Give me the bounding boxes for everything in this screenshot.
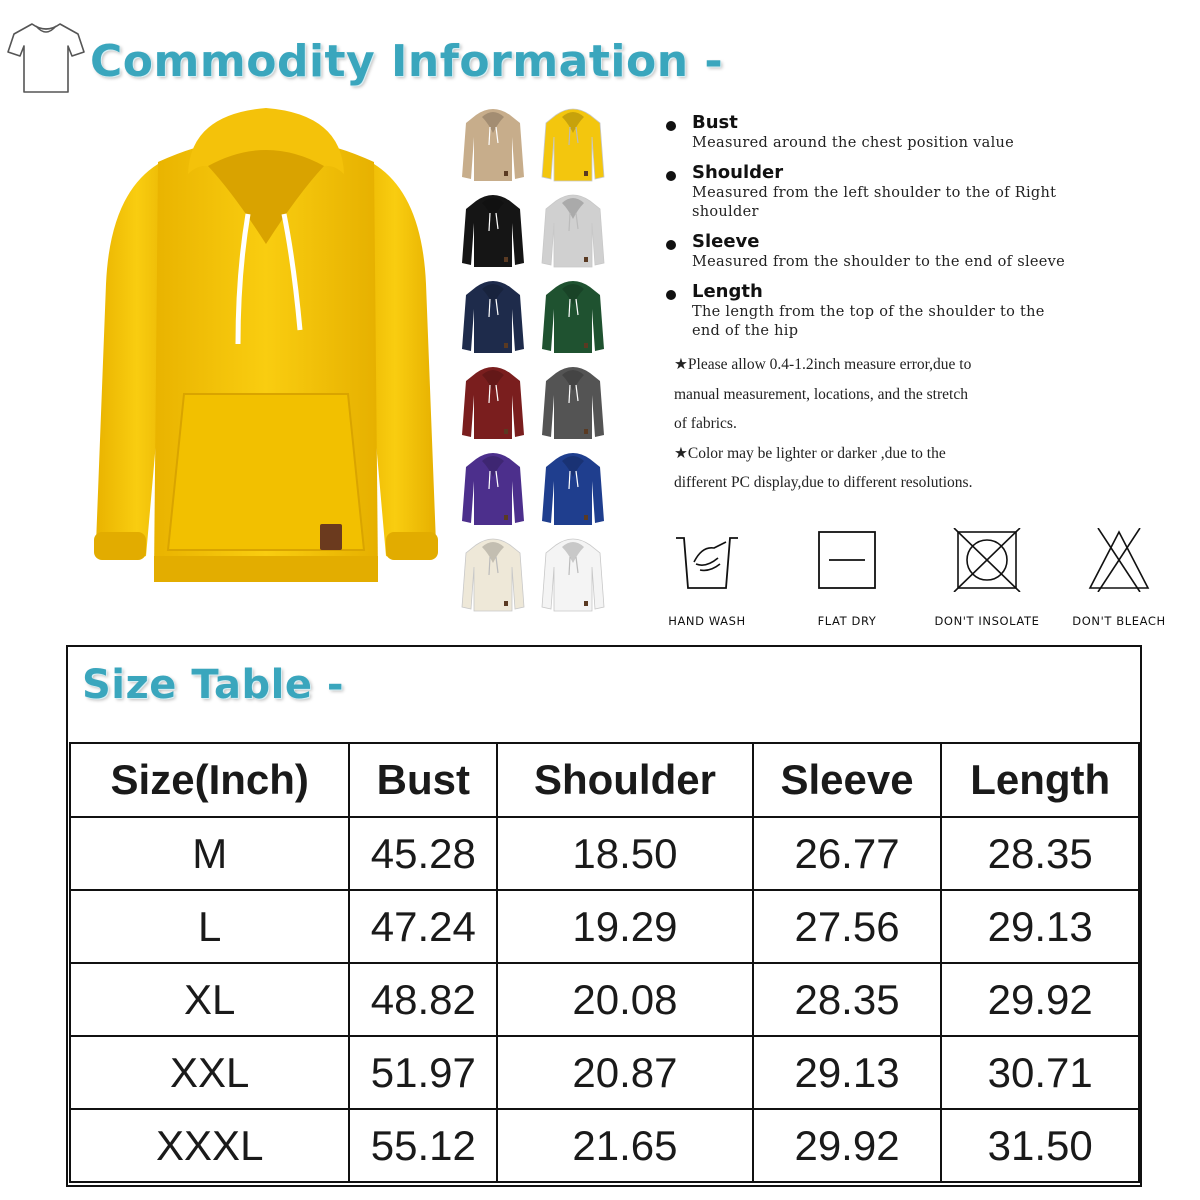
swatch-wine[interactable] [455, 358, 531, 444]
care-label: HAND WASH [668, 614, 746, 628]
swatch-light-gray[interactable] [535, 186, 611, 272]
note-line: manual measurement, locations, and the stretch [674, 385, 968, 403]
care-label: DON'T INSOLATE [934, 614, 1040, 628]
table-row [70, 890, 1139, 963]
swatch-green[interactable] [535, 272, 611, 358]
measurement-shoulder [664, 162, 1084, 222]
cell-sleeve: 29.13 [753, 1036, 942, 1109]
cell-size: XL [70, 963, 349, 1036]
note-line: of fabrics. [674, 415, 737, 432]
cell-bust: 45.28 [349, 817, 497, 890]
cell-shoulder: 18.50 [497, 817, 753, 890]
cell-shoulder: 20.08 [497, 963, 753, 1036]
measurement-length [664, 281, 1084, 341]
page-title: Commodity Information - [90, 36, 724, 87]
swatch-navy[interactable] [455, 272, 531, 358]
bullet-icon [666, 121, 676, 131]
bullet-icon [666, 171, 676, 181]
measurement-bust [664, 112, 1084, 153]
care-hand-wash [642, 528, 772, 628]
hoodie-thumbnail-icon [540, 189, 606, 269]
dont-bleach-icon [1084, 528, 1154, 592]
note-line: ★Color may be lighter or darker ,due to the [674, 444, 946, 462]
bullet-icon [666, 240, 676, 250]
swatch-beige[interactable] [455, 530, 531, 616]
color-swatch-grid [455, 100, 615, 620]
table-row [70, 963, 1139, 1036]
header-length: Length [941, 743, 1139, 817]
tshirt-icon [6, 18, 86, 96]
cell-size: M [70, 817, 349, 890]
care-flat-dry [782, 528, 912, 628]
measurement-sleeve [664, 231, 1084, 272]
swatch-dark-gray[interactable] [535, 358, 611, 444]
cell-bust: 47.24 [349, 890, 497, 963]
measurement-desc: Measured from the left shoulder to the of Right shoulder [692, 185, 1057, 220]
cell-size: XXL [70, 1036, 349, 1109]
size-table-title: Size Table - [82, 662, 344, 708]
measurement-title: Bust [692, 112, 738, 133]
size-table-header-row [70, 743, 1139, 817]
care-label: FLAT DRY [817, 614, 877, 628]
hand-wash-icon [672, 528, 742, 592]
cell-sleeve: 26.77 [753, 817, 942, 890]
header-size: Size(Inch) [70, 743, 349, 817]
cell-length: 29.13 [941, 890, 1139, 963]
measurement-desc: The length from the top of the shoulder to the end of the hip [692, 304, 1045, 339]
cell-bust: 55.12 [349, 1109, 497, 1182]
measurement-title: Sleeve [692, 231, 760, 252]
hoodie-thumbnail-icon [540, 103, 606, 183]
hoodie-thumbnail-icon [460, 189, 526, 269]
swatch-purple[interactable] [455, 444, 531, 530]
cell-sleeve: 29.92 [753, 1109, 942, 1182]
cell-size: L [70, 890, 349, 963]
care-dont-bleach [1054, 528, 1184, 628]
cell-bust: 51.97 [349, 1036, 497, 1109]
care-label: DON'T BLEACH [1072, 614, 1166, 628]
hero-hoodie-image [88, 104, 444, 600]
cell-length: 28.35 [941, 817, 1139, 890]
care-dont-insolate [922, 528, 1052, 628]
measurement-desc: Measured from the shoulder to the end of sleeve [692, 254, 1066, 270]
cell-shoulder: 20.87 [497, 1036, 753, 1109]
note-line: different PC display,due to different resolutions. [674, 474, 973, 491]
swatch-khaki[interactable] [455, 100, 531, 186]
table-row [70, 817, 1139, 890]
hoodie-thumbnail-icon [460, 275, 526, 355]
cell-shoulder: 19.29 [497, 890, 753, 963]
header-sleeve: Sleeve [753, 743, 942, 817]
cell-shoulder: 21.65 [497, 1109, 753, 1182]
note-line: ★Please allow 0.4-1.2inch measure error,due to [674, 356, 972, 373]
cell-sleeve: 27.56 [753, 890, 942, 963]
swatch-white[interactable] [535, 530, 611, 616]
hoodie-thumbnail-icon [460, 103, 526, 183]
hoodie-thumbnail-icon [460, 361, 526, 441]
hoodie-thumbnail-icon [460, 533, 526, 613]
measurement-title: Length [692, 281, 763, 302]
hoodie-thumbnail-icon [460, 447, 526, 527]
cell-length: 31.50 [941, 1109, 1139, 1182]
swatch-royal-blue[interactable] [535, 444, 611, 530]
cell-length: 29.92 [941, 963, 1139, 1036]
hoodie-thumbnail-icon [540, 275, 606, 355]
cell-bust: 48.82 [349, 963, 497, 1036]
cell-length: 30.71 [941, 1036, 1139, 1109]
swatch-black[interactable] [455, 186, 531, 272]
bullet-icon [666, 290, 676, 300]
cell-size: XXXL [70, 1109, 349, 1182]
hoodie-thumbnail-icon [540, 533, 606, 613]
flat-dry-icon [815, 528, 879, 592]
table-row [70, 1036, 1139, 1109]
size-table [69, 742, 1140, 1183]
hoodie-thumbnail-icon [540, 447, 606, 527]
cell-sleeve: 28.35 [753, 963, 942, 1036]
hoodie-thumbnail-icon [540, 361, 606, 441]
table-row [70, 1109, 1139, 1182]
header-shoulder: Shoulder [497, 743, 753, 817]
swatch-yellow[interactable] [535, 100, 611, 186]
measurement-title: Shoulder [692, 162, 784, 183]
header-bust: Bust [349, 743, 497, 817]
measurement-guide [664, 112, 1084, 498]
measurement-desc: Measured around the chest position value [692, 135, 1015, 151]
dont-insolate-icon [952, 528, 1022, 592]
